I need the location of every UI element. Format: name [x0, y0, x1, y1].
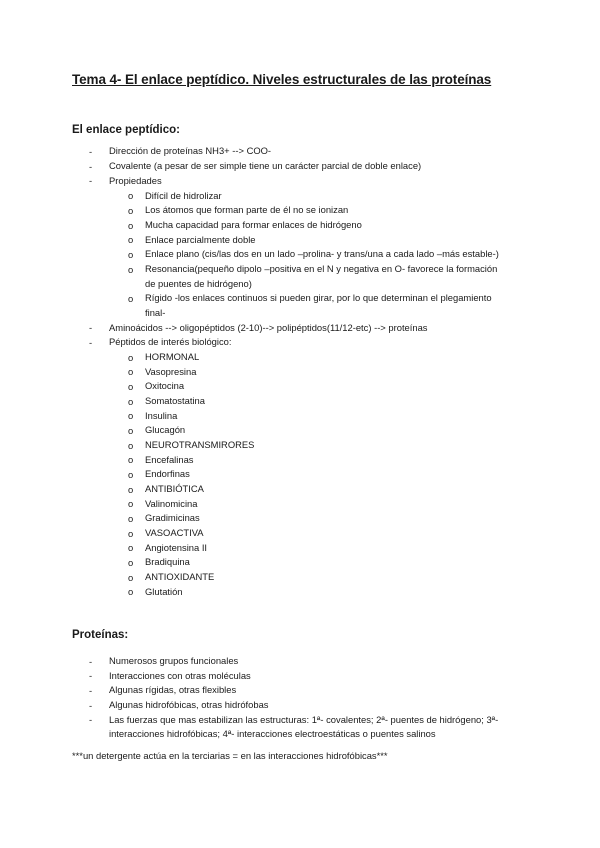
bullet-marker: o — [128, 513, 134, 524]
list-item: Dirección de proteínas NH3+ --> COO- — [109, 145, 272, 156]
bullet-marker: o — [128, 264, 134, 275]
section-heading-enlace: El enlace peptídico: — [72, 124, 180, 136]
dash-marker: - — [89, 322, 93, 333]
peptide-item: Insulina — [145, 410, 178, 421]
bullet-marker: o — [128, 542, 134, 553]
bullet-marker: o — [128, 586, 134, 597]
bullet-marker: o — [128, 352, 134, 363]
bullet-marker: o — [128, 410, 134, 421]
peptide-item: Angiotensina II — [145, 542, 208, 553]
dash-marker: - — [89, 175, 93, 186]
peptide-item: ANTIOXIDANTE — [145, 571, 215, 582]
peptide-item: Encefalinas — [145, 454, 194, 465]
dash-marker: - — [89, 146, 93, 157]
peptide-item: Somatostatina — [145, 395, 205, 406]
dash-marker: - — [89, 161, 93, 172]
bullet-marker: o — [128, 557, 134, 568]
sub-list-item: Enlace plano (cis/las dos en un lado –prolina- y trans/una a cada lado –más estable-) — [145, 248, 499, 259]
sub-list-item: Resonancia(pequeño dipolo –positiva en el N y negativa en O- favorece la formación — [145, 263, 498, 274]
dash-marker: - — [89, 685, 93, 696]
peptide-item: Glutatión — [145, 586, 183, 597]
peptide-item: ANTIBIÓTICA — [145, 483, 204, 494]
peptide-item: Bradiquina — [145, 556, 190, 567]
peptide-item: VASOACTIVA — [145, 527, 204, 538]
list-item: Algunas hidrofóbicas, otras hidrófobas — [109, 699, 269, 710]
bullet-marker: o — [128, 190, 134, 201]
peptide-item: Vasopresina — [145, 366, 197, 377]
bullet-marker: o — [128, 249, 134, 260]
dash-marker: - — [89, 656, 93, 667]
sub-list-item-continued: de puentes de hidrógeno) — [145, 278, 252, 289]
bullet-marker: o — [128, 220, 134, 231]
sub-list-item: Los átomos que forman parte de él no se ionizan — [145, 204, 349, 215]
bullet-marker: o — [128, 469, 134, 480]
bullet-marker: o — [128, 234, 134, 245]
bullet-marker: o — [128, 205, 134, 216]
list-item: Aminoácidos --> oligopéptidos (2-10)--> polipéptidos(11/12-etc) --> proteínas — [109, 322, 428, 333]
bullet-marker: o — [128, 484, 134, 495]
list-item: Péptidos de interés biológico: — [109, 336, 232, 347]
bullet-marker: o — [128, 440, 134, 451]
dash-marker: - — [89, 714, 93, 725]
bullet-marker: o — [128, 498, 134, 509]
section-heading-proteinas: Proteínas: — [72, 629, 129, 641]
dash-marker: - — [89, 337, 93, 348]
bullet-marker: o — [128, 396, 134, 407]
dash-marker: - — [89, 700, 93, 711]
footer-note: ***un detergente actúa en la terciarias = en las interacciones hidrofóbicas*** — [72, 750, 388, 761]
bullet-marker: o — [128, 454, 134, 465]
bullet-marker: o — [128, 528, 134, 539]
sub-list-item: Rígido -los enlaces continuos si pueden girar, por lo que determinan el plegamiento — [145, 292, 492, 303]
bullet-marker: o — [128, 381, 134, 392]
list-item: Algunas rígidas, otras flexibles — [109, 684, 237, 695]
list-item-continued: interacciones hidrofóbicas; 4ª- interacciones electroestáticas o puentes salinos — [109, 728, 436, 739]
list-item: Covalente (a pesar de ser simple tiene un carácter parcial de doble enlace) — [109, 160, 422, 171]
peptide-item: HORMONAL — [145, 351, 200, 362]
peptide-item: Oxitocina — [145, 380, 185, 391]
sub-list-item: Difícil de hidrolizar — [145, 190, 222, 201]
bullet-marker: o — [128, 293, 134, 304]
list-item: Las fuerzas que mas estabilizan las estructuras: 1ª- covalentes; 2ª- puentes de hidrógeno; 3ª- — [109, 714, 499, 725]
list-item: Numerosos grupos funcionales — [109, 655, 239, 666]
bullet-marker: o — [128, 366, 134, 377]
peptide-item: Endorfinas — [145, 468, 190, 479]
peptide-item: Gradimicinas — [145, 512, 200, 523]
peptide-item: Glucagón — [145, 424, 186, 435]
sub-list-item: Enlace parcialmente doble — [145, 234, 256, 245]
list-item: Interacciones con otras moléculas — [109, 670, 251, 681]
bullet-marker: o — [128, 572, 134, 583]
list-item: Propiedades — [109, 175, 162, 186]
sub-list-item: Mucha capacidad para formar enlaces de hidrógeno — [145, 219, 362, 230]
bullet-marker: o — [128, 425, 134, 436]
peptide-item: Valinomicina — [145, 498, 198, 509]
peptide-item: NEUROTRANSMIRORES — [145, 439, 255, 450]
dash-marker: - — [89, 670, 93, 681]
page-title: Tema 4- El enlace peptídico. Niveles estructurales de las proteínas — [72, 72, 492, 87]
sub-list-item-continued: final- — [145, 307, 166, 318]
